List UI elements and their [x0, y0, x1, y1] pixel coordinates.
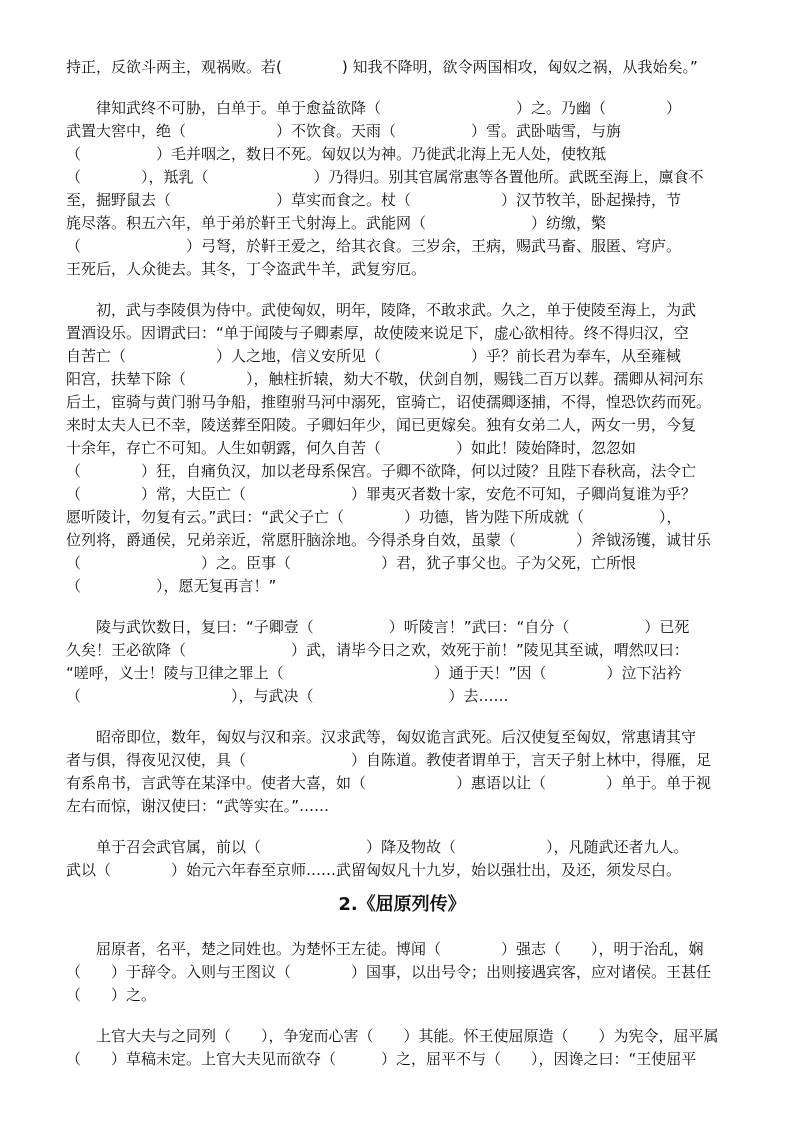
text-line: 单于召会武官属，前以（ ）降及物故（ ），凡随武还者九人。	[96, 838, 689, 856]
text-line: （ ）于辞令。入则与王图议（ ）国事，以出号令；出则接遇宾客，应对诸侯。王甚任	[66, 963, 712, 981]
text-line: （ ）之。	[66, 986, 157, 1004]
paragraph-8	[66, 1025, 738, 1071]
paragraph-4	[66, 616, 738, 708]
text-line: 武置大窖中，绝（ ）不饮食。天雨（ ）雪。武卧啮雪，与旃	[66, 122, 622, 140]
text-line: 上官大夫与之同列（ ），争宠而心害（ ）其能。怀王使屈原造（ ）为宪令，屈平属	[96, 1027, 719, 1045]
document-page	[66, 56, 738, 1089]
text-line: 位列将，爵通侯，兄弟亲近，常愿肝脑涂地。今得杀身自效，虽蒙（ ）斧钺汤镬，诚甘乐	[66, 531, 712, 549]
text-line: “嗟呼，义士！陵与卫律之罪上（ ）通于天！”因（ ）泣下沾衿	[66, 664, 682, 682]
paragraph-3	[66, 299, 738, 598]
text-line: 持正，反欲斗两主，观祸败。若( ) 知我不降明，欲令两国相攻，匈奴之祸，从我始矣。”	[66, 58, 698, 76]
text-line: （ ）常，大臣亡（ ）罪夷灭者数十家，安危不可知，子卿尚复谁为乎？	[66, 485, 697, 503]
text-line: 昭帝即位，数年，匈奴与汉和亲。汉求武等，匈奴诡言武死。后汉使复至匈奴，常惠请其守	[96, 728, 697, 746]
text-line: （ ）草稿未定。上官大夫见而欲夺（ ）之，屈平不与（ ），因谗之曰：“王使屈平	[66, 1050, 697, 1068]
text-line: 者与俱，得夜见汉使，具（ ）自陈道。教使者谓单于，言天子射上林中，得雁，足	[66, 751, 712, 769]
text-line: （ ）狂，自痛负汉，加以老母系保宫。子卿不欲降，何以过陵？且陛下春秋高，法令亡	[66, 462, 697, 480]
text-line: 置酒设乐。因谓武曰：“单于闻陵与子卿素厚，故使陵来说足下，虚心欲相待。终不得归汉，空	[66, 324, 689, 342]
text-line: 有系帛书，言武等在某泽中。使者大喜，如（ ）惠语以让（ ）单于。单于视	[66, 774, 712, 792]
paragraph-5	[66, 726, 738, 818]
text-line: 旄尽落。积五六年，单于弟於靬王弋射海上。武能网（ ）纺缴，檠	[66, 214, 607, 232]
text-line: 久矣！王必欲降（ ）武，请毕今日之欢，效死于前！”陵见其至诚，喟然叹曰：	[66, 641, 689, 659]
text-line: （ ），羝乳（ ）乃得归。别其官属常惠等各置他所。武既至海上，廪食不	[66, 168, 704, 186]
text-line: 至，掘野鼠去（ ）草实而食之。杖（ ）汉节牧羊，卧起操持，节	[66, 191, 682, 209]
paragraph-6	[66, 836, 738, 882]
text-line: 后土，宦骑与黄门驸马争船，推堕驸马河中溺死，宦骑亡，诏使孺卿逐捕，不得，惶恐饮药而死。	[66, 393, 712, 411]
text-line: 初，武与李陵俱为侍中。武使匈奴，明年，陵降，不敢求武。久之，单于使陵至海上，为武	[96, 301, 697, 319]
text-line: （ ），愿无复再言！”	[66, 577, 277, 595]
text-line: 武以（ ）始元六年春至京师……武留匈奴凡十九岁，始以强壮出，及还，须发尽白。	[66, 861, 682, 879]
text-line: 十余年，存亡不可知。人生如朝露，何久自苦（ ）如此！陵始降时，忽忽如	[66, 439, 637, 457]
text-line: 王死后，人众徙去。其冬，丁令盗武牛羊，武复穷厄。	[66, 260, 427, 278]
text-line: 自苦亡（ ）人之地，信义安所见（ ）乎？前长君为奉车，从至雍棫	[66, 347, 682, 365]
paragraph-7	[66, 938, 738, 1007]
text-line: （ ）之。臣事（ ）君，犹子事父也。子为父死，亡所恨	[66, 554, 637, 572]
text-line: 阳宫，扶辇下除（ ），触柱折辕，劾大不敬，伏剑自刎，赐钱二百万以葬。孺卿从祠河东	[66, 370, 704, 388]
text-line: （ ），与武决（ ）去……	[66, 687, 509, 705]
text-line: 来时太夫人已不幸，陵送葬至阳陵。子卿妇年少，闻已更嫁矣。独有女弟二人，两女一男，今复	[66, 416, 697, 434]
text-line: （ ）毛并咽之，数日不死。匈奴以为神。乃徙武北海上无人处，使牧羝	[66, 145, 607, 163]
paragraph-2	[66, 97, 738, 281]
text-line: 左右而惊，谢汉使曰：“武等实在。”……	[66, 797, 330, 815]
text-line: 愿听陵计，勿复有云。”武曰：“武父子亡（ ）功德，皆为陛下所成就（ ），	[66, 508, 682, 526]
text-line: 律知武终不可胁，白单于。单于愈益欲降（ ）之。乃幽（ ）	[96, 99, 682, 117]
section-heading: 2.《屈原列传》	[338, 894, 466, 915]
paragraph-1	[66, 56, 738, 79]
text-line: 陵与武饮数日，复曰：“子卿壹（ ）听陵言！”武曰：“自分（ ）已死	[96, 618, 690, 636]
text-line: （ ）弓弩，於靬王爱之，给其衣食。三岁余，王病，赐武马畜、服匿、穹庐。	[66, 237, 682, 255]
text-line: 屈原者，名平，楚之同姓也。为楚怀王左徒。博闻（ ）强志（ ），明于治乱，娴	[96, 940, 704, 958]
